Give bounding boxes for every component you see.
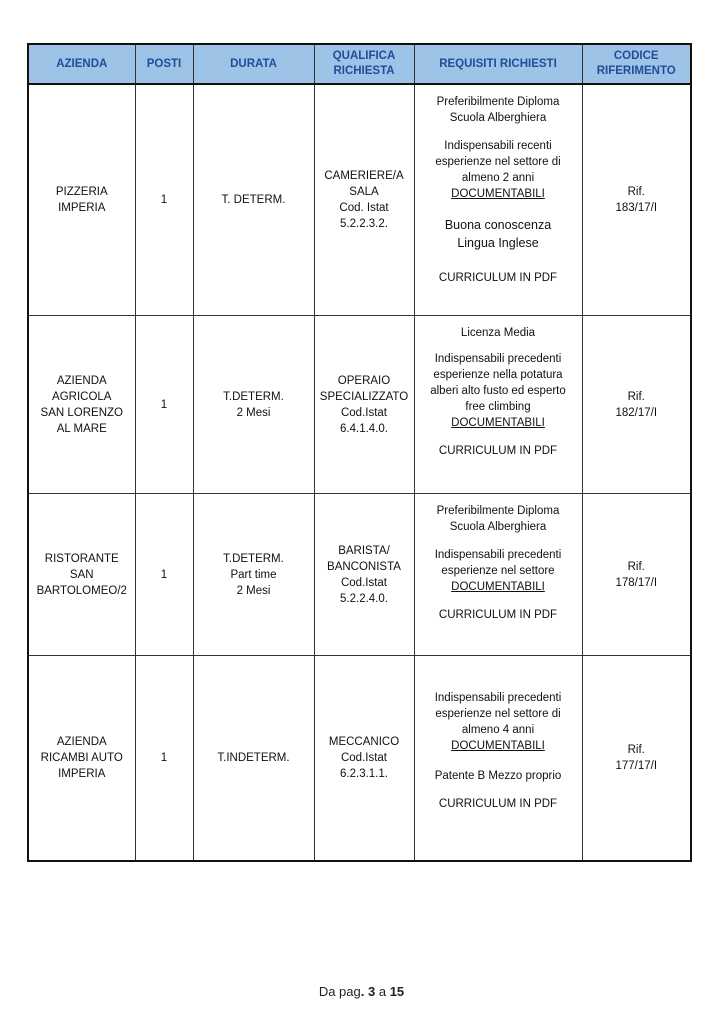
cell-azienda: RISTORANTE SAN BARTOLOMEO/2 (28, 494, 135, 656)
requirement-text: Preferibilmente Diploma Scuola Alberghiera (436, 96, 560, 124)
cell-azienda: AZIENDA AGRICOLA SAN LORENZO AL MARE (28, 316, 135, 494)
cell-codice: Rif. 177/17/I (582, 656, 691, 862)
job-offers-table (27, 43, 692, 862)
cell-posti: 1 (135, 656, 193, 862)
cell-qualifica: MECCANICO Cod.Istat 6.2.3.1.1. (314, 656, 414, 862)
cell-qualifica: BARISTA/ BANCONISTA Cod.Istat 5.2.2.4.0. (314, 494, 414, 656)
requirement-text (418, 547, 579, 595)
footer-prefix: Da pag (318, 984, 361, 999)
documentabili-label: DOCUMENTABILI (451, 581, 545, 593)
cell-codice: Rif. 178/17/I (582, 494, 691, 656)
footer-total-pages: 15 (389, 984, 405, 999)
table-row (28, 494, 691, 656)
page-footer (0, 984, 723, 999)
footer-separator: a (378, 984, 387, 999)
requirement-body: Indispensabili recenti esperienze nel settore di almeno 2 anni (435, 140, 561, 184)
documentabili-label: DOCUMENTABILI (451, 740, 545, 752)
cell-requisiti (414, 494, 582, 656)
cell-azienda: AZIENDA RICAMBI AUTO IMPERIA (28, 656, 135, 862)
cell-durata: T.DETERM. Part time 2 Mesi (193, 494, 314, 656)
requirement-text (418, 351, 579, 431)
curriculum-note: CURRICULUM IN PDF (438, 272, 558, 284)
requirement-body: Indispensabili precedenti esperienze nella potatura alberi alto fusto ed esperto free climbing (430, 353, 566, 413)
requirement-text: Licenza Media (460, 327, 536, 339)
cell-azienda: PIZZERIA IMPERIA (28, 84, 135, 316)
table-row (28, 316, 691, 494)
cell-posti: 1 (135, 494, 193, 656)
cell-requisiti (414, 84, 582, 316)
curriculum-note: CURRICULUM IN PDF (438, 445, 558, 457)
header-posti: POSTI (135, 44, 193, 84)
cell-posti: 1 (135, 84, 193, 316)
requirement-body: Indispensabili precedenti esperienze nel settore di almeno 4 anni (434, 692, 562, 736)
requirement-text: Buona conoscenza Lingua Inglese (444, 218, 552, 250)
cell-requisiti (414, 316, 582, 494)
cell-requisiti (414, 656, 582, 862)
cell-durata: T.DETERM. 2 Mesi (193, 316, 314, 494)
cell-codice: Rif. 182/17/I (582, 316, 691, 494)
cell-qualifica: CAMERIERE/A SALA Cod. Istat 5.2.2.3.2. (314, 84, 414, 316)
requirement-text: Preferibilmente Diploma Scuola Alberghiera (436, 505, 560, 533)
header-requisiti: REQUISITI RICHIESTI (414, 44, 582, 84)
header-codice: CODICE RIFERIMENTO (582, 44, 691, 84)
cell-qualifica: OPERAIO SPECIALIZZATO Cod.Istat 6.4.1.4.0. (314, 316, 414, 494)
cell-durata: T.INDETERM. (193, 656, 314, 862)
header-azienda: AZIENDA (28, 44, 135, 84)
requirement-text (418, 690, 579, 754)
requirement-body: Indispensabili precedenti esperienze nel settore (434, 549, 562, 577)
cell-posti: 1 (135, 316, 193, 494)
footer-page-number: 3 (367, 984, 376, 999)
table-row (28, 656, 691, 862)
curriculum-note: CURRICULUM IN PDF (438, 798, 558, 810)
header-qualifica: QUALIFICA RICHIESTA (314, 44, 414, 84)
documentabili-label: DOCUMENTABILI (451, 417, 545, 429)
table-row (28, 84, 691, 316)
requirement-text (418, 138, 579, 202)
footer-dot: . (360, 984, 365, 999)
cell-durata: T. DETERM. (193, 84, 314, 316)
curriculum-note: CURRICULUM IN PDF (438, 609, 558, 621)
header-durata: DURATA (193, 44, 314, 84)
documentabili-label: DOCUMENTABILI (451, 188, 545, 200)
cell-codice: Rif. 183/17/I (582, 84, 691, 316)
requirement-text: Patente B Mezzo proprio (434, 770, 562, 782)
header-row (28, 44, 691, 84)
